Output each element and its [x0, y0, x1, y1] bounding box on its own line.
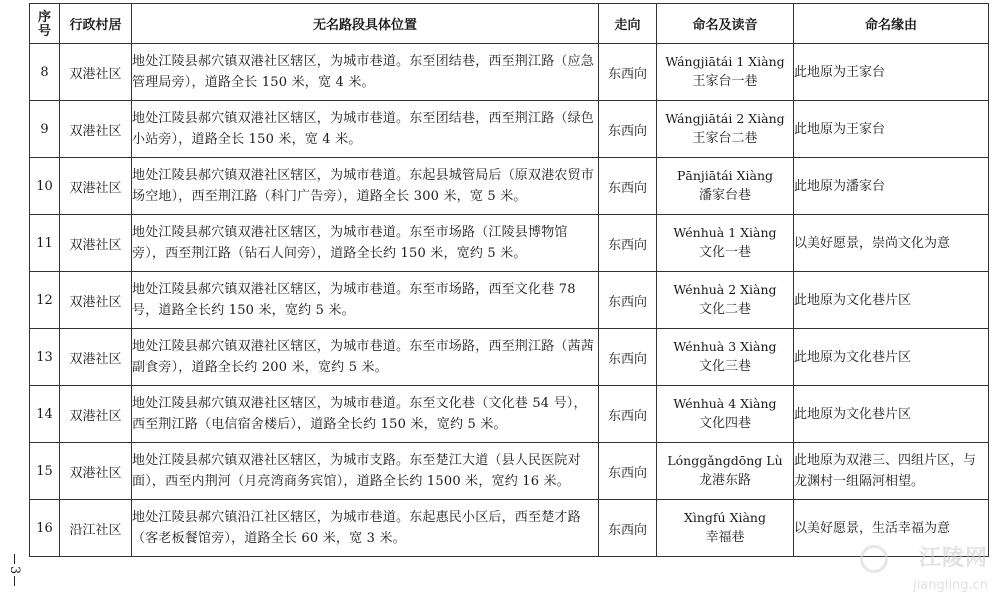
cell-name-hanzi: 王家台一巷	[692, 74, 758, 89]
cell-direction: 东西向	[599, 386, 657, 443]
cell-seq: 14	[30, 386, 60, 443]
cell-name-pinyin: Wénhuà 1 Xiàng	[673, 225, 777, 240]
cell-name-pinyin: Lónggǎngdōng Lù	[667, 453, 783, 468]
header-seq: 序 号	[30, 4, 60, 44]
header-reason: 命名缘由	[794, 4, 989, 44]
cell-name	[657, 101, 794, 158]
cell-location: 地处江陵县郝穴镇双港社区辖区，为城市巷道。东至文化巷（文化巷 54 号），西至荆江路（电信宿舍楼后），道路全长约 150 米，宽约 5 米。	[132, 386, 599, 443]
cell-reason: 此地原为王家台	[794, 44, 989, 101]
cell-direction: 东西向	[599, 44, 657, 101]
cell-village: 双港社区	[60, 101, 132, 158]
cell-name-hanzi: 潘家台巷	[698, 188, 751, 203]
cell-seq: 10	[30, 158, 60, 215]
cell-seq: 8	[30, 44, 60, 101]
cell-location: 地处江陵县郝穴镇双港社区辖区，为城市巷道。东至市场路，西至荆江路（茜茜副食旁），道路全长约 200 米，宽约 5 米。	[132, 329, 599, 386]
cell-location: 地处江陵县郝穴镇双港社区辖区，为城市巷道。东至团结巷，西至荆江路（绿色小站旁），道路全长 150 米，宽 4 米。	[132, 101, 599, 158]
cell-seq: 12	[30, 272, 60, 329]
cell-seq: 15	[30, 443, 60, 500]
cell-village: 双港社区	[60, 158, 132, 215]
header-location: 无名路段具体位置	[132, 4, 599, 44]
cell-name-hanzi: 幸福巷	[705, 530, 745, 545]
cell-location: 地处江陵县郝穴镇双港社区辖区，为城市巷道。东至团结巷，西至荆江路（应急管理局旁），道路全长 150 米，宽 4 米。	[132, 44, 599, 101]
cell-seq: 9	[30, 101, 60, 158]
cell-village: 双港社区	[60, 272, 132, 329]
watermark-text-cn: 江陵网	[918, 546, 988, 571]
cell-name-pinyin: Wángjiātái 2 Xiàng	[665, 111, 785, 126]
cell-name	[657, 329, 794, 386]
table-row	[30, 500, 989, 557]
cell-reason: 此地原为双港三、四组片区，与龙渊村一组隔河相望。	[794, 443, 989, 500]
cell-name-hanzi: 文化三巷	[698, 359, 751, 374]
table-row	[30, 443, 989, 500]
cell-reason: 此地原为文化巷片区	[794, 386, 989, 443]
cell-name-pinyin: Wángjiātái 1 Xiàng	[665, 54, 785, 69]
table-row	[30, 215, 989, 272]
cell-direction: 东西向	[599, 500, 657, 557]
cell-name	[657, 386, 794, 443]
cell-location: 地处江陵县郝穴镇双港社区辖区，为城市巷道。东至市场路，西至文化巷 78 号，道路全长约 150 米，宽约 5 米。	[132, 272, 599, 329]
table-header-row	[30, 4, 989, 44]
cell-direction: 东西向	[599, 272, 657, 329]
cell-name-pinyin: Wénhuà 4 Xiàng	[673, 396, 777, 411]
cell-name	[657, 500, 794, 557]
cell-seq: 16	[30, 500, 60, 557]
table-row	[30, 101, 989, 158]
cell-seq: 13	[30, 329, 60, 386]
cell-village: 沿江社区	[60, 500, 132, 557]
cell-location: 地处江陵县郝穴镇沿江社区辖区，为城市巷道。东起惠民小区后，西至楚才路（客老板餐馆旁），道路全长 60 米，宽 3 米。	[132, 500, 599, 557]
cell-name	[657, 272, 794, 329]
cell-name-hanzi: 文化一巷	[698, 245, 751, 260]
cell-direction: 东西向	[599, 101, 657, 158]
table-row	[30, 386, 989, 443]
table-row	[30, 158, 989, 215]
cell-seq: 11	[30, 215, 60, 272]
header-name: 命名及读音	[657, 4, 794, 44]
cell-village: 双港社区	[60, 329, 132, 386]
cell-village: 双港社区	[60, 443, 132, 500]
table-row	[30, 329, 989, 386]
cell-location: 地处江陵县郝穴镇双港社区辖区，为城市支路。东至楚江大道（县人民医院对面），西至内荆河（月亮湾商务宾馆），道路全长约 1500 米，宽约 16 米。	[132, 443, 599, 500]
cell-reason: 此地原为文化巷片区	[794, 329, 989, 386]
cell-name-pinyin: Wénhuà 2 Xiàng	[673, 282, 777, 297]
cell-name-hanzi: 文化二巷	[698, 302, 751, 317]
table-row	[30, 272, 989, 329]
road-naming-table	[29, 3, 989, 557]
cell-name	[657, 215, 794, 272]
page-number	[4, 545, 24, 595]
cell-village: 双港社区	[60, 215, 132, 272]
watermark-text-en: jiangling.cn	[913, 578, 988, 593]
cell-name-pinyin: Pānjiātái Xiàng	[676, 168, 774, 183]
cell-name-pinyin: Wénhuà 3 Xiàng	[673, 339, 777, 354]
cell-name	[657, 443, 794, 500]
cell-reason: 以美好愿景，生活幸福为意	[794, 500, 989, 557]
cell-name	[657, 158, 794, 215]
cell-reason: 以美好愿景，崇尚文化为意	[794, 215, 989, 272]
cell-direction: 东西向	[599, 329, 657, 386]
cell-name-hanzi: 文化四巷	[698, 416, 751, 431]
cell-name-hanzi: 王家台二巷	[692, 131, 758, 146]
cell-name-pinyin: Xìngfú Xiàng	[683, 510, 766, 525]
cell-reason: 此地原为文化巷片区	[794, 272, 989, 329]
cell-direction: 东西向	[599, 443, 657, 500]
table-row	[30, 44, 989, 101]
cell-village: 双港社区	[60, 44, 132, 101]
cell-location: 地处江陵县郝穴镇双港社区辖区，为城市巷道。东至市场路（江陵县博物馆旁），西至荆江路（钻石人间旁），道路全长约 150 米，宽约 5 米。	[132, 215, 599, 272]
header-direction: 走向	[599, 4, 657, 44]
cell-reason: 此地原为潘家台	[794, 158, 989, 215]
cell-name	[657, 44, 794, 101]
cell-name-hanzi: 龙港东路	[698, 473, 751, 488]
page-number-value: 3	[7, 565, 22, 575]
cell-direction: 东西向	[599, 215, 657, 272]
header-village: 行政村居	[60, 4, 132, 44]
cell-reason: 此地原为王家台	[794, 101, 989, 158]
cell-direction: 东西向	[599, 158, 657, 215]
cell-location: 地处江陵县郝穴镇双港社区辖区，为城市巷道。东起县城管局后（原双港农贸市场空地），西至荆江路（科门广告旁），道路全长 300 米，宽 5 米。	[132, 158, 599, 215]
cell-village: 双港社区	[60, 386, 132, 443]
